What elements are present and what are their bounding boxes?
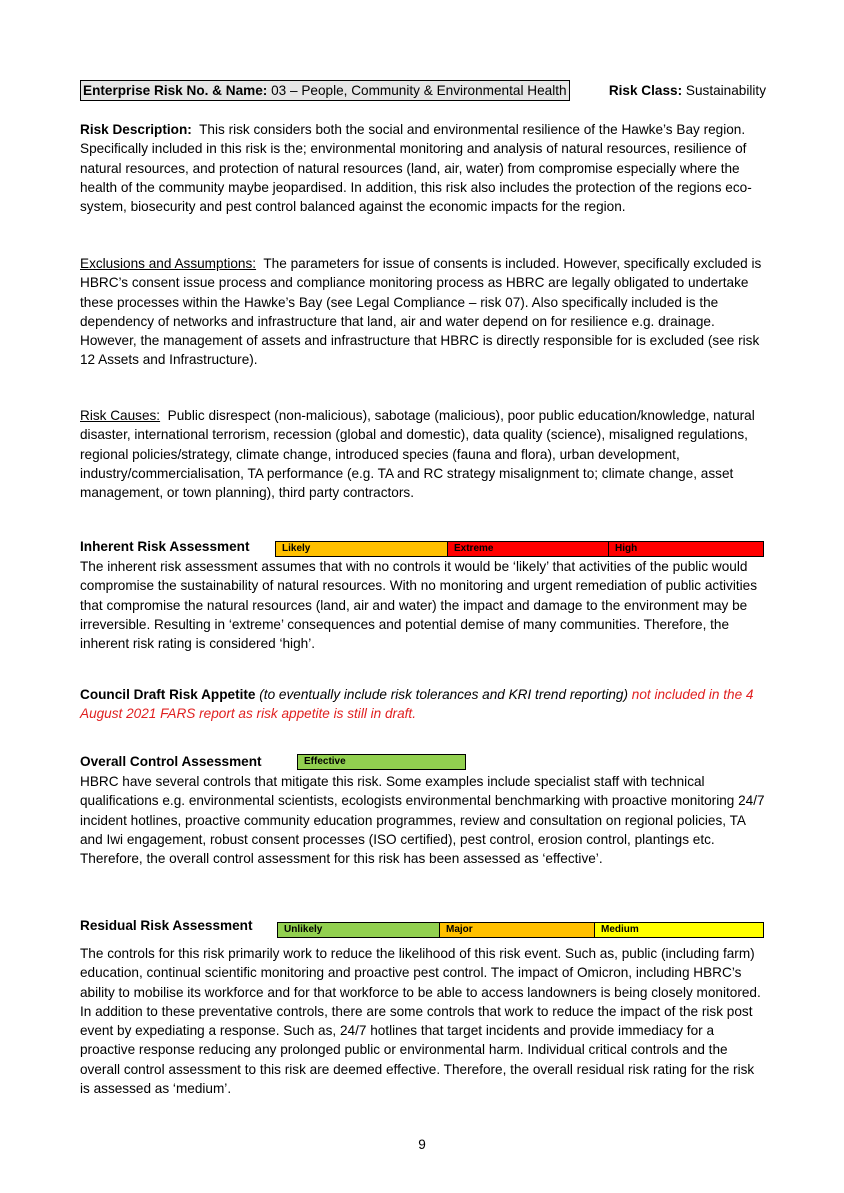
inherent-heading: Inherent Risk Assessment	[80, 539, 250, 554]
risk-description	[80, 120, 766, 216]
appetite-heading: Council Draft Risk Appetite	[80, 687, 256, 702]
inherent-rating: High	[609, 542, 763, 556]
inherent-consequence: Extreme	[448, 542, 609, 556]
page-number: 9	[418, 1137, 426, 1152]
residual-rating-bar	[277, 922, 764, 938]
causes-section	[80, 406, 766, 502]
residual-consequence: Major	[440, 923, 595, 937]
appetite-section	[80, 685, 766, 724]
exclusions-label: Exclusions and Assumptions:	[80, 256, 257, 271]
residual-likelihood: Unlikely	[278, 923, 440, 937]
control-text: HBRC have several controls that mitigate this risk. Some examples include specialist staff with technical qualifications e.g. environmental scientists, ecologists environmental benchmarking with proactive monitoring 24/7 incident hotlines, proactive community education programmes, review and consultation on regional policies, TA and Iwi engagement, robust consent processes (ISO certified), pest control, erosion control, plantings etc. Therefore, the overall control assessment for this risk has been assessed as ‘effective’.	[80, 774, 765, 867]
residual-text: The controls for this risk primarily work to reduce the likelihood of this risk event. Such as, public (including farm) education, continual scientific monitoring and proactive pest control. The impact of Omicron, including HBRC’s ability to mobilise its workforce and for that workforce to be able to access landowners is being closely monitored. In addition to these preventative controls, there are some controls that work to reduce the impact of the risk post event by expediating a response. Such as, 24/7 hotlines that target incidents and provide immediacy for a proactive response reducing any prolonged public or environmental harm. Individual critical controls and the overall control assessment to this risk are deemed effective. Therefore, the overall residual risk rating for the risk is assessed as ‘medium’.	[80, 946, 761, 1097]
appetite-note: not included in the 4 August 2021 FARS report as risk appetite is still in draft.	[80, 687, 754, 722]
risk-class-label: Risk Class:	[608, 83, 683, 98]
inherent-text: The inherent risk assessment assumes that with no controls it would be ‘likely’ that activities of the public would compromise the sustainability of natural resources. With no monitoring and urgent remediation of public activities that compromise the natural resources (land, air and water) the impact and damage to the environment may be irreversible. Resulting in ‘extreme’ consequences and potential demise of many communities. Therefore, the inherent risk rating is considered ‘high’.	[80, 559, 757, 652]
control-rating-bar	[297, 754, 466, 770]
causes-text: Public disrespect (non-malicious), sabotage (malicious), poor public education/knowledge, natural disaster, international terrorism, recession (global and domestic), data quality (science), misaligned regulations, regional policies/strategy, climate change, introduced species (fauna and flora), urban development, industry/commercialisation, TA performance (e.g. TA and RC strategy misalignment to; climate change, asset management, or town planning), third party contractors.	[80, 408, 755, 501]
inherent-rating-bar	[275, 541, 764, 557]
risk-class	[609, 80, 766, 101]
inherent-likelihood: Likely	[276, 542, 448, 556]
control-heading: Overall Control Assessment	[80, 754, 262, 769]
control-rating: Effective	[298, 755, 465, 769]
risk-label: Enterprise Risk No. & Name:	[83, 83, 268, 98]
risk-name: 03 – People, Community & Environmental Health	[271, 83, 567, 98]
risk-name-box	[80, 80, 570, 101]
causes-label: Risk Causes:	[80, 408, 161, 423]
residual-heading: Residual Risk Assessment	[80, 918, 253, 933]
residual-rating: Medium	[595, 923, 763, 937]
exclusions-section	[80, 254, 766, 370]
risk-class-value: Sustainability	[685, 83, 766, 98]
risk-header	[80, 80, 766, 101]
exclusions-text: The parameters for issue of consents is included. However, specifically excluded is HBRC’s consent issue process and compliance monitoring process as HBRC are legally obligated to undertake these processes within the Hawke’s Bay (see Legal Compliance – risk 07). Also specifically included is the dependency of networks and infrastructure that land, air and water depend on for resilience e.g. drainage. However, the management of assets and infrastructure that HBRC is directly responsible for is excluded (see risk 12 Assets and Infrastructure).	[80, 256, 762, 368]
description-label: Risk Description:	[80, 122, 192, 137]
appetite-italic: (to eventually include risk tolerances and KRI trend reporting)	[259, 687, 628, 702]
description-text: This risk considers both the social and environmental resilience of the Hawke’s Bay region. Specifically included in this risk is the; environmental monitoring and analysis of natural resources, resilience of natural resources, and protection of natural resources (land, air, water) from compromise especially where the health of the community maybe jeopardised. In addition, this risk also includes the protection of the regions eco-system, biosecurity and pest control balanced against the economic impacts for the region.	[80, 122, 752, 215]
